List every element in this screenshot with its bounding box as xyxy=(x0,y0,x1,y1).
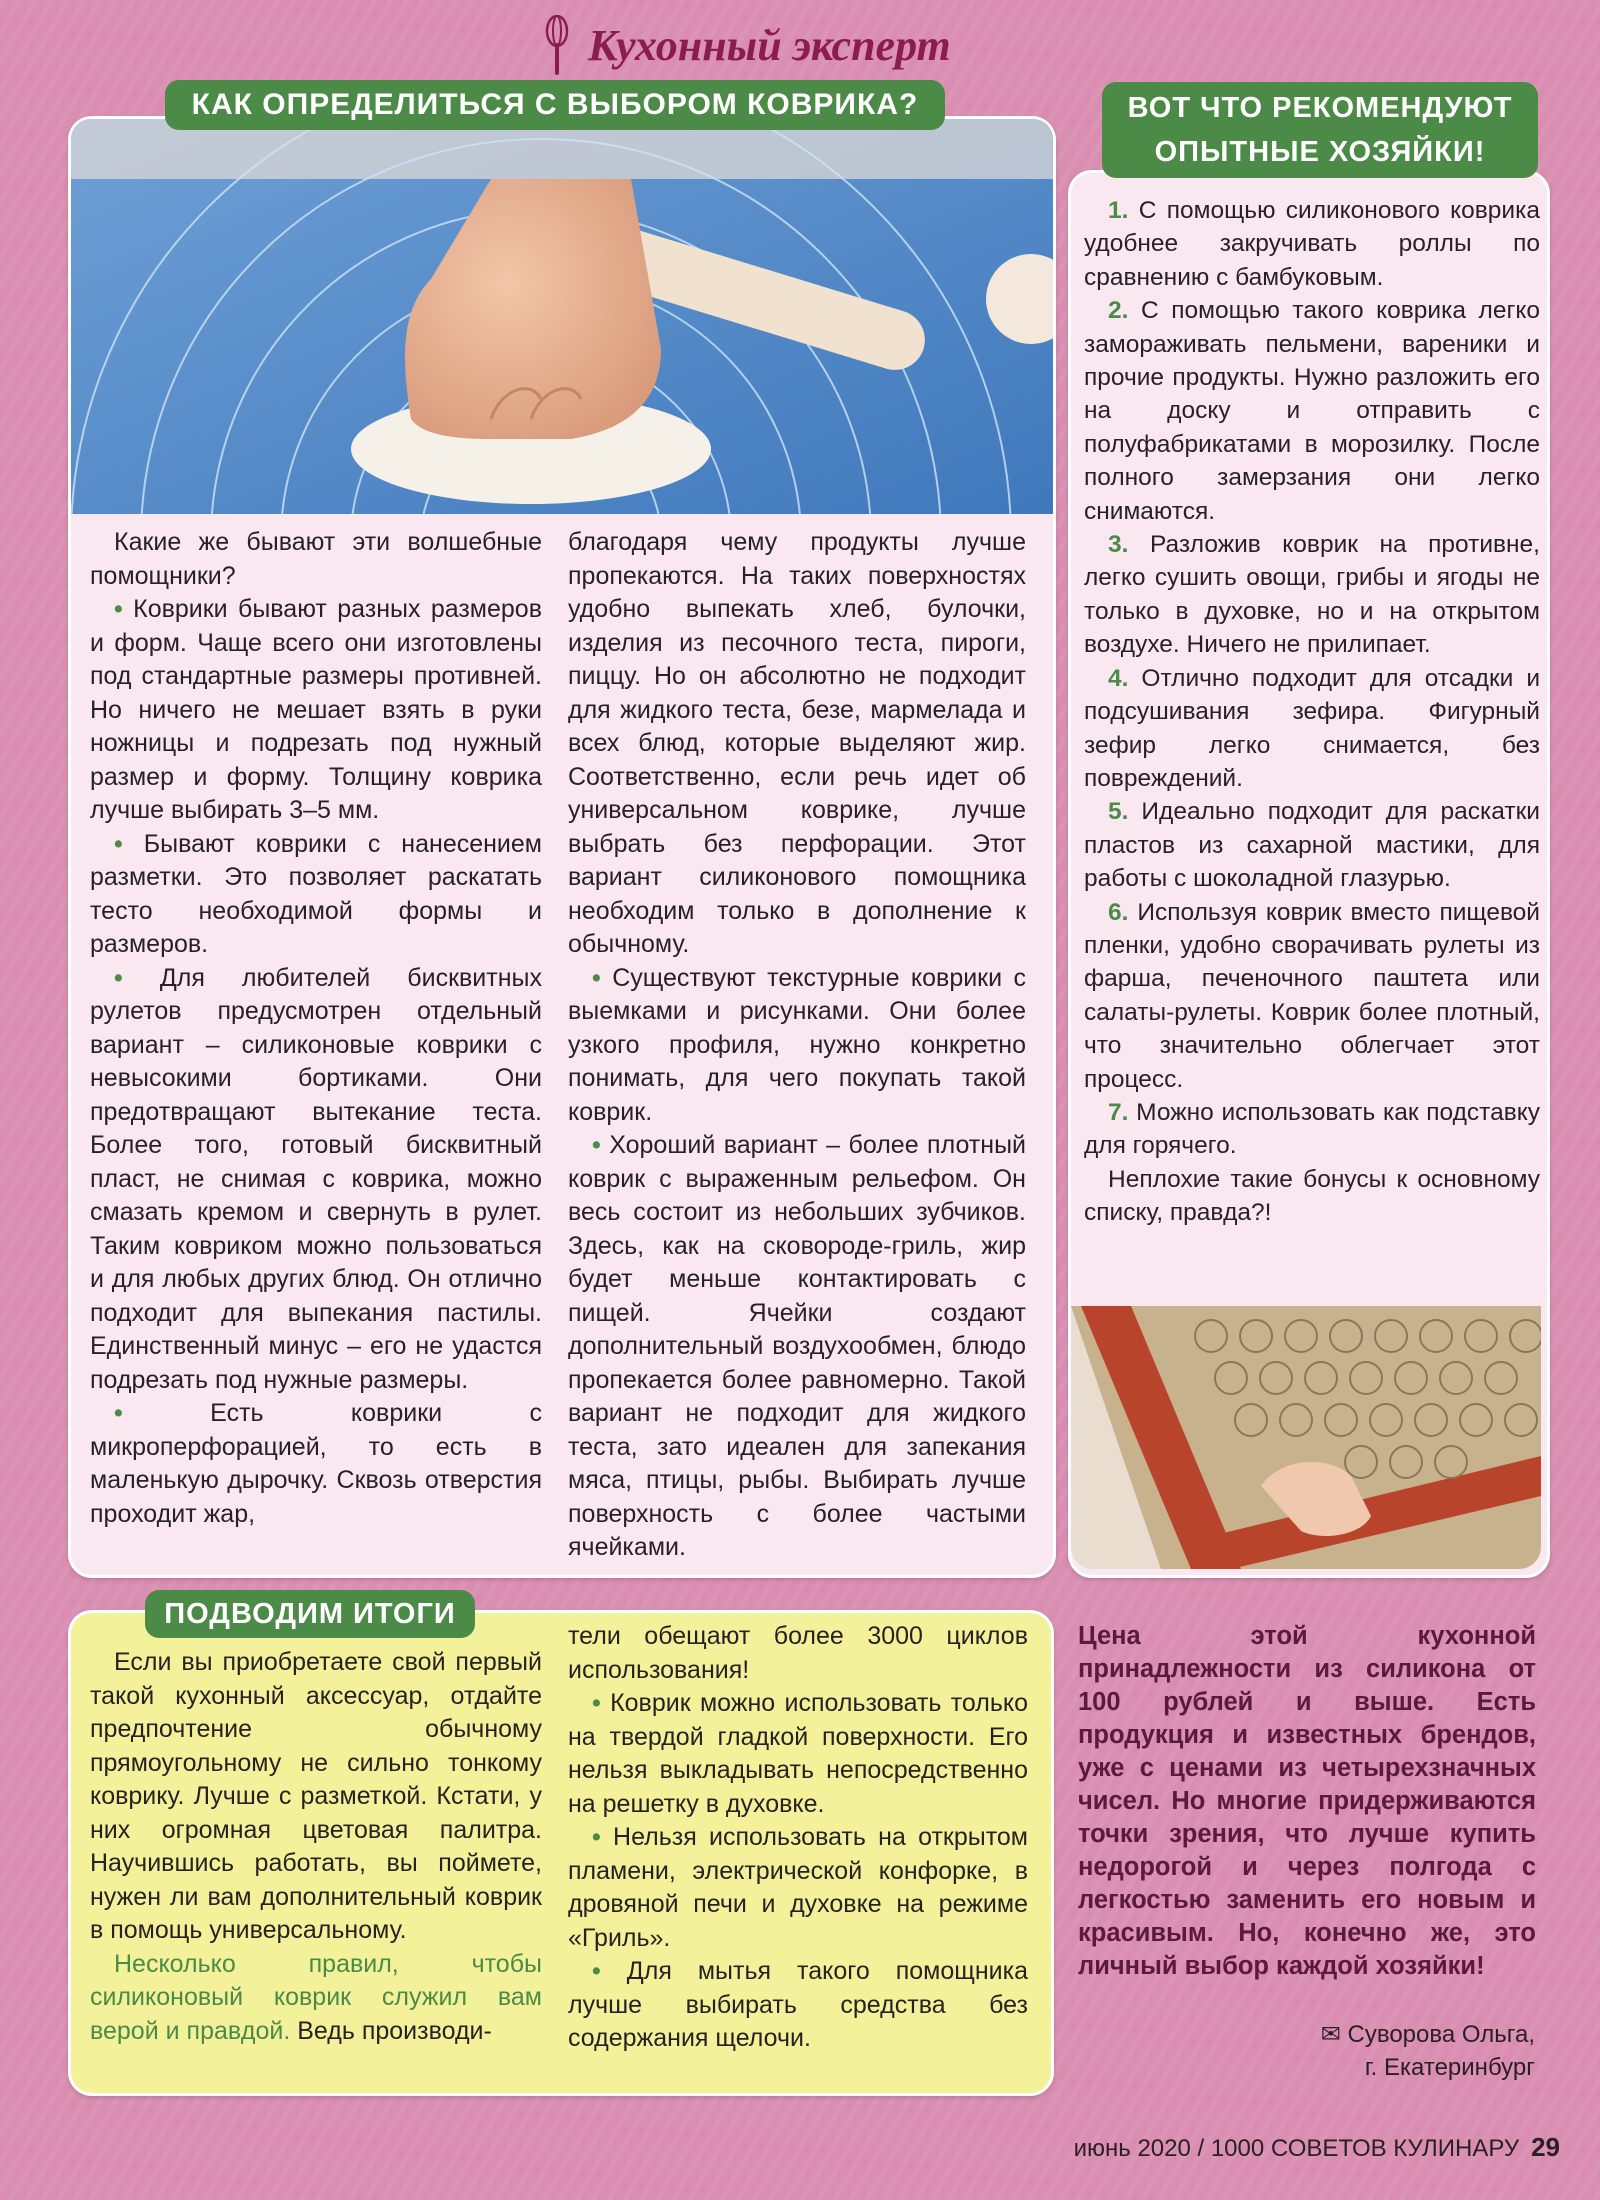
list-item: • Для мытья такого помощника лучше выбирать средства без содержания щелочи. xyxy=(568,1957,1029,2052)
photo-illustration xyxy=(71,119,1053,514)
list-item: • Нельзя использовать на открытом пламени, электрической конфорке, в дровяной печи и духовке на режиме «Гриль». xyxy=(568,1823,1028,1952)
tips-list xyxy=(1084,194,1540,1230)
summary-column-1 xyxy=(90,1646,542,2048)
page-footer xyxy=(1000,2132,1560,2163)
list-item: • Для любителей бисквитных рулетов предусмотрен отдельный вариант – силиконовые коврики с невысокими бортиками. Они предотвращают вытекание теста. Более того, готовый бисквитный пласт, не снимая с коврика, можно смазать кремом и свернуть в рулет. Таким ковриком можно пользоваться и для любых других блюд. Он отлично подходит для выпекания пастилы. Единственный минус – его не удастся подрезать под нужные размеры. xyxy=(90,963,542,1394)
list-item: • Существуют текстурные коврики с выемками и рисунками. Они более узкого профиля, нужно конкретно понимать, для чего покупать такой коврик. xyxy=(568,963,1026,1126)
list-item: • Хороший вариант – более плотный коврик с выраженным рельефом. Он весь состоит из небольших зубчиков. Здесь, как на сковороде-гриль, жир будет меньше контактировать с пищей. Ячейки создают дополнительный воздухообмен, блюдо пропекается более равномерно. Такой вариант не подходит для жидкого теста, зато идеален для запекания мяса, птицы, рыбы. Выбирать лучше поверхность с более частыми ячейками. xyxy=(568,1131,1027,1561)
tip-item: 7. Можно использовать как подставку для горячего. xyxy=(1084,1098,1540,1160)
main-column-1 xyxy=(90,526,542,1531)
summary-column-2 xyxy=(568,1620,1028,2056)
main-article-label: КАК ОПРЕДЕЛИТЬСЯ С ВЫБОРОМ КОВРИКА? xyxy=(165,80,945,130)
section-title: Кухонный эксперт xyxy=(588,20,951,70)
tip-item: 3. Разложив коврик на противне, легко сушить овощи, грибы и ягоды не только в духовке, но и на открытом воздухе. Ничего не прилипает. xyxy=(1084,531,1540,659)
tip-item: 2. С помощью такого коврика легко замораживать пельмени, вареники и прочие продукты. Нужно разложить его на доску и отправить с полуфабрикатами в морозилку. После полного замерзания они легко снимаются. xyxy=(1084,297,1540,525)
main-column-2 xyxy=(568,526,1026,1565)
author-signature xyxy=(1260,2018,1535,2084)
list-item: • Бывают коврики с нанесением разметки. Это позволяет раскатать тесто необходимой формы и размеров. xyxy=(90,829,542,958)
tip-item: 6. Используя коврик вместо пищевой пленки, удобно сворачивать рулеты из фарша, печеночного паштета или салаты-рулеты. Коврик более плотный, что значительно облегчает этот процесс. xyxy=(1084,898,1540,1093)
summary-label: ПОДВОДИМ ИТОГИ xyxy=(145,1590,475,1638)
dough-rolling-photo xyxy=(71,119,1053,514)
photo-illustration xyxy=(1071,1306,1541,1569)
issue-info: июнь 2020 / 1000 СОВЕТОВ КУЛИНАРУ xyxy=(1073,2135,1520,2162)
tip-item: 1. С помощью силиконового коврика удобнее закручивать роллы по сравнению с бамбуковым. xyxy=(1084,197,1540,291)
tip-item: 5. Идеально подходит для раскатки пластов из сахарной мастики, для работы с шоколадной глазурью. xyxy=(1084,798,1540,893)
author-city: г. Екатеринбург xyxy=(1364,2054,1535,2081)
tips-label-line-1: ВОТ ЧТО РЕКОМЕНДУЮТ xyxy=(1127,92,1513,124)
intro-paragraph: Какие же бывают эти волшебные помощники? xyxy=(90,528,542,590)
summary-paragraph: Если вы приобретаете свой первый такой кухонный аксессуар, отдайте предпочтение обычному прямоугольному не сильно тонкому коврику. Лучше с разметкой. Кстати, у них огромная цветовая палитра. Научившись работать, вы поймете, нужен ли вам дополнительный коврик в помощь универсальному. xyxy=(90,1648,542,1944)
tip-item: 4. Отлично подходит для отсадки и подсушивания зефира. Фигурный зефир легко снимается, без повреждений. xyxy=(1084,664,1541,792)
tips-label-line-2: ОПЫТНЫЕ ХОЗЯЙКИ! xyxy=(1154,136,1486,168)
envelope-icon: ✉ xyxy=(1320,2021,1341,2048)
macaron-mat-photo xyxy=(1071,1306,1541,1569)
tips-label xyxy=(1102,82,1538,178)
whisk-icon xyxy=(540,15,574,75)
list-item: • Коврики бывают разных размеров и форм. Чаще всего они изготовлены под стандартные размеры противней. Но ничего не мешает взять в руки ножницы и подрезать под нужный размер и форму. Толщину коврика лучше выбирать 3–5 мм. xyxy=(90,595,542,824)
continued-paragraph: благодаря чему продукты лучше пропекаются. На таких поверхностях удобно выпекать хлеб, булочки, изделия из песочного теста, пироги, пиццу. Но он абсолютно не подходит для жидкого теста, безе, мармелада и всех блюд, которые выделяют жир. Соответственно, если речь идет об универсальном коврике, лучше выбрать без перфорации. Этот вариант силиконового помощника необходим только в дополнение к обычному. xyxy=(568,528,1026,958)
author-name: Суворова Ольга, xyxy=(1347,2021,1535,2048)
list-item: • Коврик можно использовать только на твердой гладкой поверхности. Его нельзя выкладывать непосредственно на решетку в духовке. xyxy=(568,1689,1028,1818)
continued-paragraph: тели обещают более 3000 циклов использования! xyxy=(568,1622,1028,1684)
list-item: • Есть коврики с микроперфорацией, то есть в маленькую дырочку. Сквозь отверстия проходит жар, xyxy=(90,1399,543,1528)
conclusion-text: Цена этой кухонной принадлежности из силикона от 100 рублей и выше. Есть продукция и известных брендов, уже с ценами из четырехзначных чисел. Но многие придерживаются точки зрения, что лучше купить недорогой и через полгода с легкостью заменить его новым и красивым. Но, конечно же, это личный выбор каждой хозяйки! xyxy=(1078,1622,1536,1980)
section-header xyxy=(540,10,1160,80)
summary-rules-intro: Несколько правил, чтобы силиконовый коврик служил вам верой и правдой. Ведь производи- xyxy=(90,1949,542,2045)
page-number: 29 xyxy=(1531,2132,1560,2162)
tips-closing: Неплохие такие бонусы к основному списку, правда?! xyxy=(1084,1165,1540,1227)
